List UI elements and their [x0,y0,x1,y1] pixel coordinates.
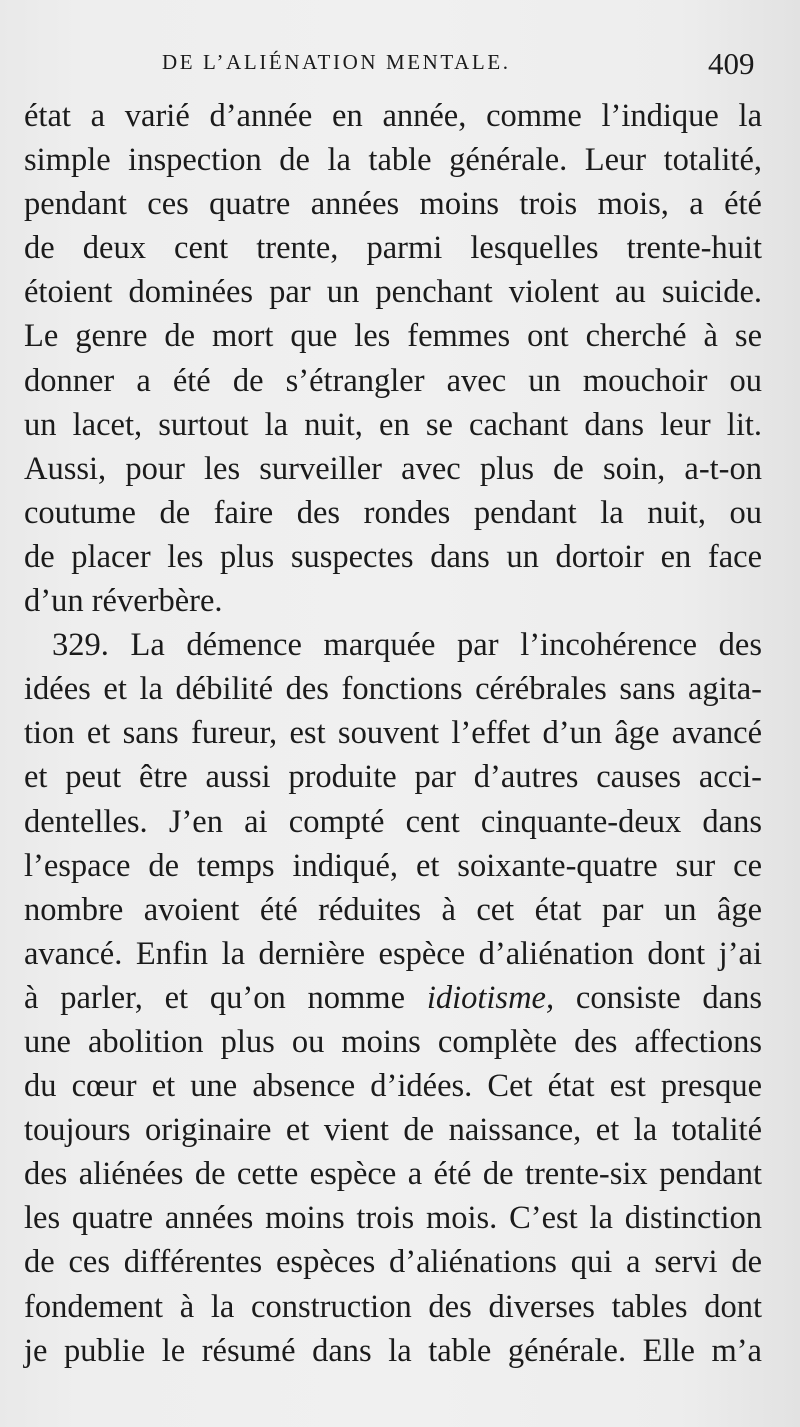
text-line: fondement à la construction des diverses tables dont [24,1288,762,1325]
text-line: tion et sans fureur, est souvent l’effet d’un âge avancé [24,715,762,752]
text-line: une abolition plus ou moins complète des affections [24,1023,762,1060]
text-line: nombre avoient été réduites à cet état par un âge [24,891,762,928]
italic-term: idiotisme, [426,979,555,1016]
running-title: DE L’ALIÉNATION MENTALE. [162,50,511,74]
text-line-with-italic [24,976,762,1020]
text-line: pendant ces quatre années moins trois mois, a été [24,186,762,223]
text-line: d’un réverbère. [24,583,223,620]
page-number: 409 [708,46,755,81]
text-line: de ces différentes espèces d’aliénations qui a servi de [24,1244,762,1281]
text-line: un lacet, surtout la nuit, en se cachant dans leur lit. [24,406,762,443]
body-text [24,94,762,1373]
page-header [0,44,800,84]
text-line: du cœur et une absence d’idées. Cet état est presque [24,1068,762,1105]
text-line: donner a été de s’étrangler avec un mouchoir ou [24,362,762,399]
text-line: des aliénées de cette espèce a été de trente-six pendant [24,1156,762,1193]
text-line: de deux cent trente, parmi lesquelles trente-huit [24,230,762,267]
text-line: de placer les plus suspectes dans un dortoir en face [24,538,762,575]
text-line: je publie le résumé dans la table générale. Elle m’a [24,1332,762,1369]
text-segment: à parler, et qu’on nomme [24,979,405,1016]
text-line: l’espace de temps indiqué, et soixante-quatre sur ce [24,847,762,884]
text-line: Aussi, pour les surveiller avec plus de soin, a-t-on [24,450,762,487]
text-line: avancé. Enfin la dernière espèce d’aliénation dont j’ai [24,935,762,972]
text-line: étoient dominées par un penchant violent au suicide. [24,274,762,311]
text-line: Le genre de mort que les femmes ont cherché à se [24,318,762,355]
text-line: dentelles. J’en ai compté cent cinquante-deux dans [24,803,762,840]
text-line: état a varié d’année en année, comme l’indique la [24,98,762,134]
text-line: et peut être aussi produite par d’autres causes acci- [24,759,762,796]
text-line: simple inspection de la table générale. Leur totalité, [24,142,762,179]
text-line: idées et la débilité des fonctions cérébrales sans agita- [24,671,762,708]
text-segment: consiste dans [575,979,763,1016]
text-line: toujours originaire et vient de naissance, et la totalité [24,1112,762,1149]
text-line: les quatre années moins trois mois. C’est la distinction [24,1200,762,1237]
text-line: coutume de faire des rondes pendant la nuit, ou [24,494,762,531]
paragraph-start-line: 329. La démence marquée par l’incohérence des [52,627,762,664]
